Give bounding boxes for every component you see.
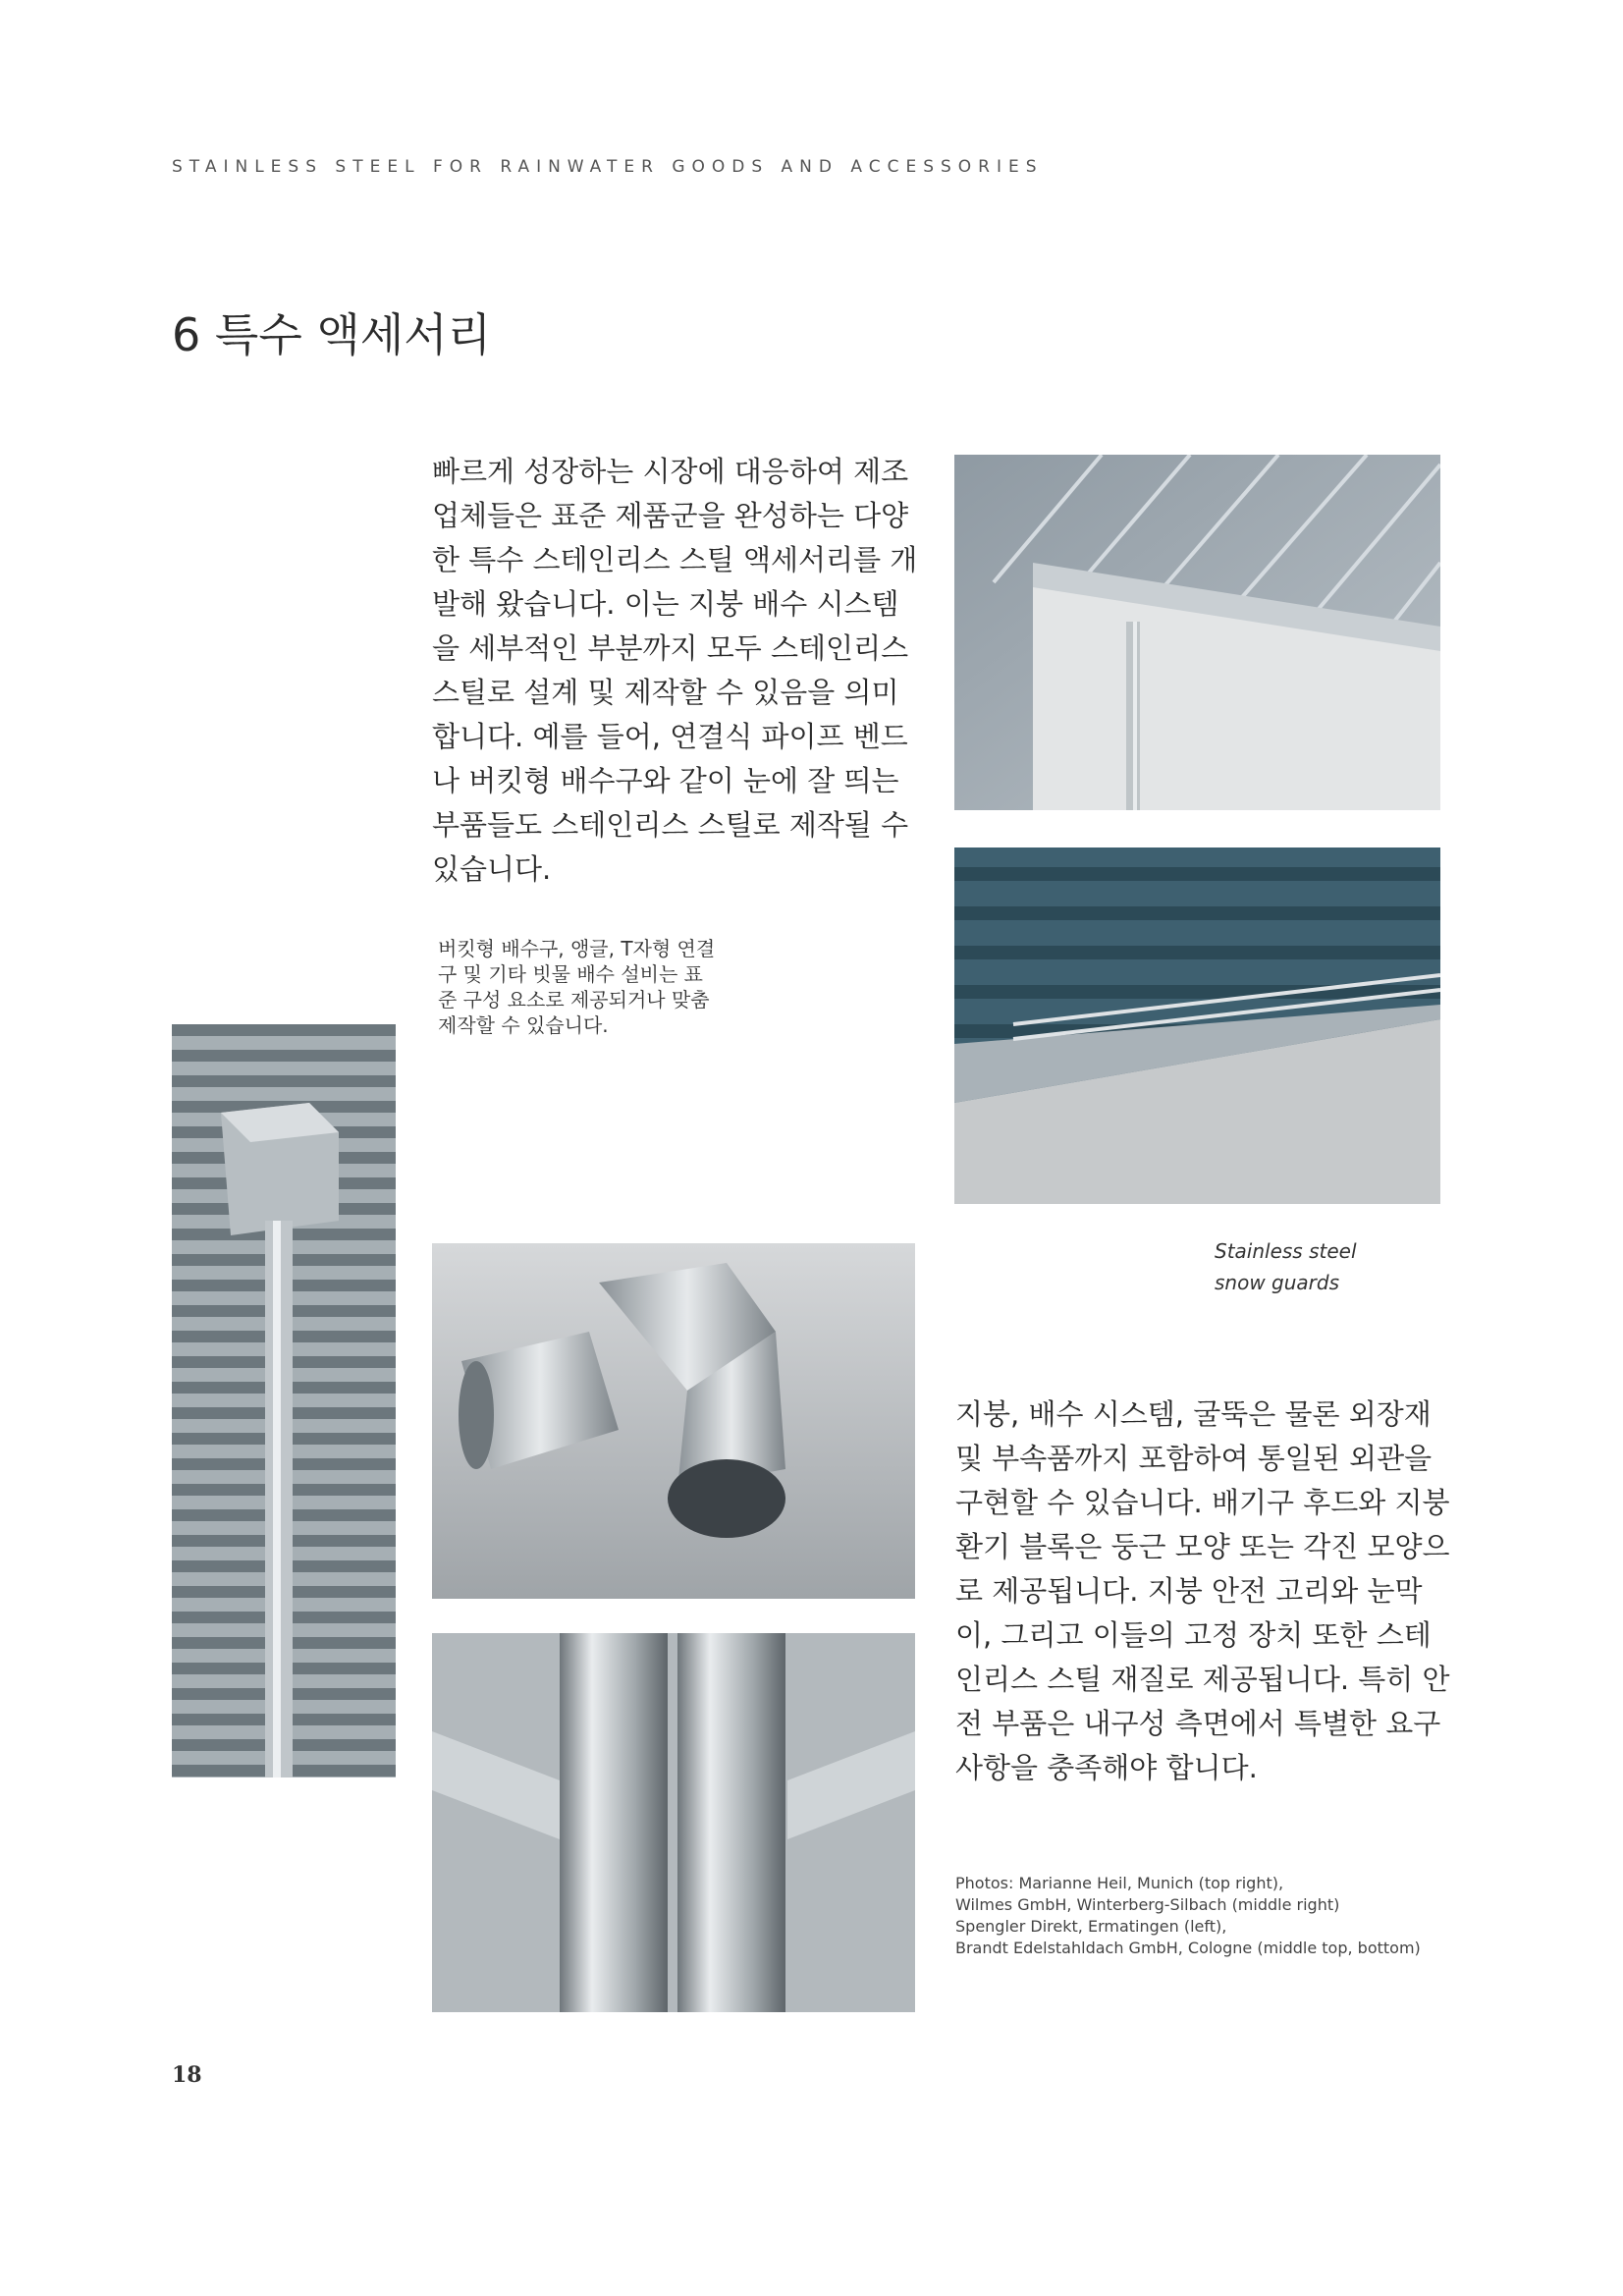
running-header: STAINLESS STEEL FOR RAINWATER GOODS AND ACCESSORIES xyxy=(172,157,1044,177)
credit-line: Brandt Edelstahldach GmbH, Cologne (middle top, bottom) xyxy=(955,1939,1421,1957)
credit-line: Photos: Marianne Heil, Munich (top right), xyxy=(955,1874,1284,1892)
page-number: 18 xyxy=(172,2062,202,2088)
credit-line: Spengler Direkt, Ermatingen (left), xyxy=(955,1917,1227,1936)
photo-downpipe xyxy=(172,1024,396,1777)
photo-snow-guards xyxy=(954,847,1440,1204)
body-paragraph: 지붕, 배수 시스템, 굴뚝은 물론 외장재 및 부속품까지 포함하여 통일된 외관을 구현할 수 있습니다. 배기구 후드와 지붕 환기 블록은 둥근 모양 또는 각진 모양으로 제공됩니다. 지붕 안전 고리와 눈막이, 그리고 이들의 고정 장치 또한 스테인리스 스틸 재질로 제공됩니다. 특히 안전 부품은 내구성 측면에서 특별한 요구 사항을 충족해야 합니다. xyxy=(955,1397,1450,1784)
snow-guards-caption: Stainless steel snow guards xyxy=(1215,1239,1357,1294)
credit-line: Wilmes GmbH, Winterberg-Silbach (middle right) xyxy=(955,1895,1340,1914)
photo-gutter xyxy=(954,455,1440,810)
photo-credits xyxy=(955,1873,1476,1959)
photo-t-joint xyxy=(432,1633,915,2012)
left-photo-caption: 버킷형 배수구, 앵글, T자형 연결구 및 기타 빗물 배수 설비는 표준 구성 요소로 제공되거나 맞춤 제작할 수 있습니다. xyxy=(438,937,716,1037)
intro-paragraph: 빠르게 성장하는 시장에 대응하여 제조업체들은 표준 제품군을 완성하는 다양한 특수 스테인리스 스틸 액세서리를 개발해 왔습니다. 이는 지붕 배수 시스템을 세부적인 부분까지 모두 스테인리스 스틸로 설계 및 제작할 수 있음을 의미합니다. 예를 들어, 연결식 파이프 벤드나 버킷형 배수구와 같이 눈에 잘 띄는 부품들도 스테인리스 스틸로 제작될 수 있습니다. xyxy=(432,455,918,886)
section-title: 6 특수 액세서리 xyxy=(172,308,492,361)
photo-pipe-bends xyxy=(432,1243,915,1599)
